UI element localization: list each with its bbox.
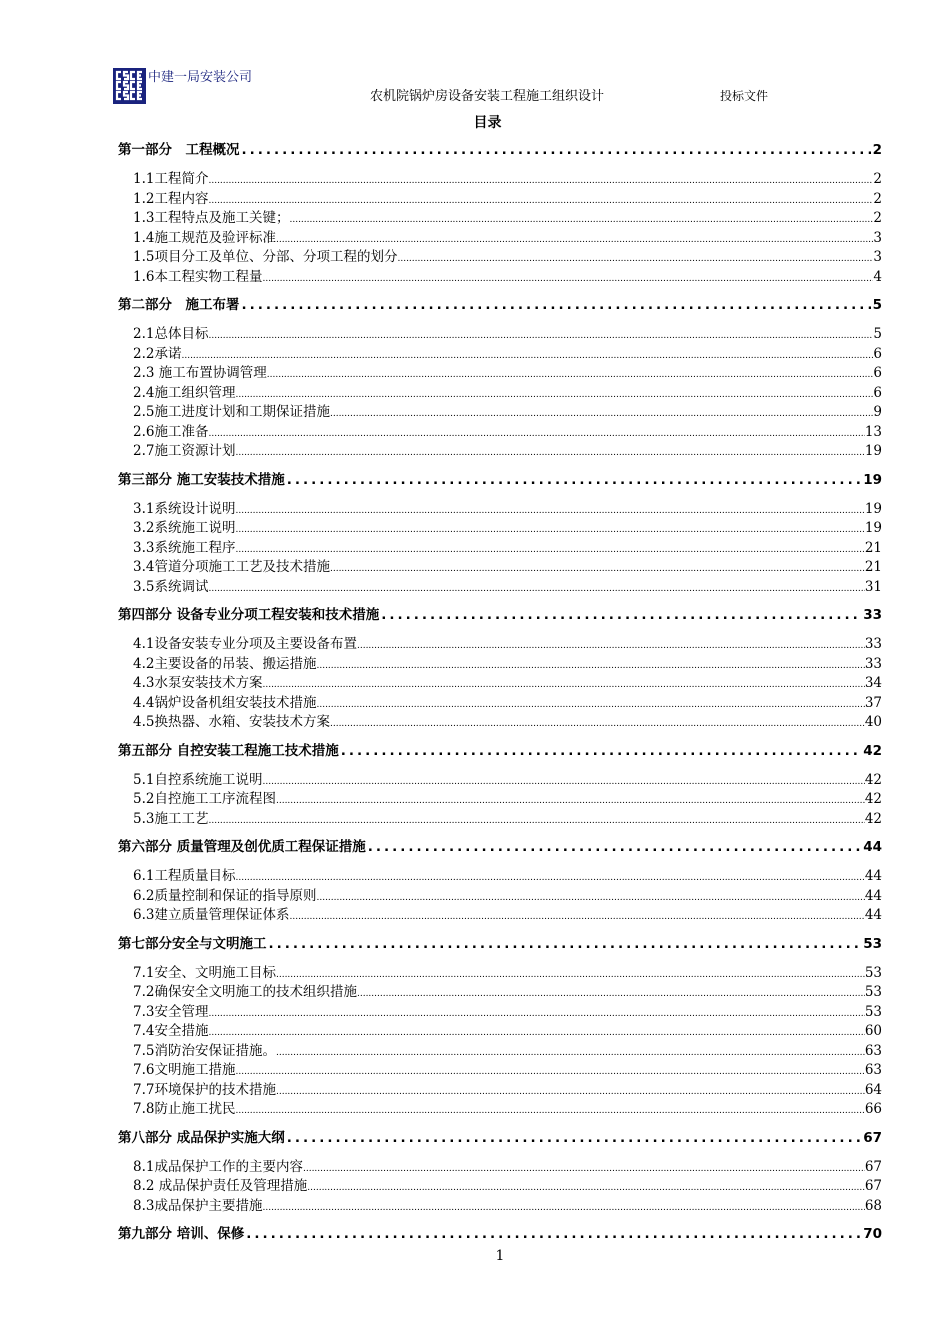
dot-leader xyxy=(316,696,864,716)
dot-leader xyxy=(235,1102,864,1122)
toc-section-page: 42 xyxy=(864,771,882,788)
toc-part-page: 2 xyxy=(872,142,882,158)
toc-section-title: 5.3施工工艺 xyxy=(133,810,209,827)
dot-leader xyxy=(287,470,862,490)
toc-part-page: 70 xyxy=(863,1226,882,1242)
table-of-contents xyxy=(118,140,882,1254)
toc-section-list xyxy=(118,964,882,1120)
dot-leader xyxy=(357,637,865,657)
toc-section-title: 8.3成品保护主要措施 xyxy=(133,1197,263,1214)
toc-section-entry[interactable] xyxy=(118,674,882,694)
toc-section-page: 31 xyxy=(864,578,882,595)
toc-section-page: 9 xyxy=(873,404,882,420)
toc-section-entry[interactable] xyxy=(118,983,882,1003)
toc-section-title: 1.3工程特点及施工关键； xyxy=(133,210,290,226)
toc-section-list xyxy=(118,500,882,598)
dot-leader xyxy=(289,908,864,928)
toc-section-title: 2.2承诺 xyxy=(133,345,182,362)
toc-section-page: 34 xyxy=(864,675,882,691)
toc-section-title: 1.2工程内容 xyxy=(133,190,209,207)
toc-section-entry[interactable] xyxy=(118,1003,882,1023)
dot-leader xyxy=(262,270,873,290)
cscec-logo-icon xyxy=(114,69,145,103)
toc-part-entry[interactable] xyxy=(118,741,882,761)
toc-section-entry[interactable] xyxy=(118,1042,882,1062)
dot-leader xyxy=(208,580,864,600)
toc-section-title: 7.7环境保护的技术措施 xyxy=(133,1081,276,1098)
dot-leader xyxy=(330,715,865,735)
toc-section-page: 42 xyxy=(864,791,882,807)
dot-leader xyxy=(316,889,864,909)
toc-section-title: 2.6施工准备 xyxy=(133,423,209,440)
toc-part-title: 第二部分 施工布署 xyxy=(118,297,240,313)
toc-section-entry[interactable] xyxy=(118,867,882,887)
dot-leader xyxy=(330,405,873,425)
toc-section-page: 2 xyxy=(873,210,882,226)
dot-leader xyxy=(287,1128,862,1148)
toc-section-list xyxy=(118,635,882,733)
toc-section-entry[interactable] xyxy=(118,442,882,462)
toc-part-title: 第八部分 成品保护实施大纲 xyxy=(118,1129,285,1146)
toc-section-title: 6.2质量控制和保证的指导原则 xyxy=(133,887,317,904)
dot-leader xyxy=(235,386,873,406)
toc-section-title: 6.1工程质量目标 xyxy=(133,868,236,884)
toc-section-entry[interactable] xyxy=(118,887,882,907)
toc-section-entry[interactable] xyxy=(118,906,882,926)
toc-section-entry[interactable] xyxy=(118,558,882,578)
toc-section-list xyxy=(118,170,882,287)
toc-section-page: 44 xyxy=(864,887,882,904)
dot-leader xyxy=(208,425,864,445)
toc-section-entry[interactable] xyxy=(118,790,882,810)
toc-section-entry[interactable] xyxy=(118,578,882,598)
toc-section-page: 5 xyxy=(873,326,882,342)
toc-section-entry[interactable] xyxy=(118,1061,882,1081)
toc-section-title: 1.1工程简介 xyxy=(133,171,209,187)
toc-section-page: 33 xyxy=(864,655,882,672)
toc-section-entry[interactable] xyxy=(118,655,882,675)
toc-section-title: 5.1自控系统施工说明 xyxy=(133,771,263,788)
toc-section-page: 64 xyxy=(864,1081,882,1098)
dot-leader xyxy=(276,1044,865,1064)
dot-leader xyxy=(316,657,864,677)
toc-section-list xyxy=(118,1158,882,1217)
toc-part-page: 33 xyxy=(863,607,882,623)
toc-section-page: 2 xyxy=(873,190,882,207)
toc-section-page: 6 xyxy=(873,384,882,401)
dot-leader xyxy=(303,1160,865,1180)
toc-section-page: 3 xyxy=(873,249,882,265)
dot-leader xyxy=(208,1024,864,1044)
toc-section-title: 7.2确保安全文明施工的技术组织措施 xyxy=(133,984,357,1000)
dot-leader xyxy=(269,934,862,954)
toc-section-title: 4.3水泵安装技术方案 xyxy=(133,675,263,691)
dot-leader xyxy=(208,812,864,832)
toc-section-title: 8.2 成品保护责任及管理措施 xyxy=(133,1178,308,1194)
dot-leader xyxy=(262,773,864,793)
toc-section-page: 53 xyxy=(864,964,882,981)
toc-section-title: 2.4施工组织管理 xyxy=(133,384,236,401)
dot-leader xyxy=(208,327,873,347)
toc-section-entry[interactable] xyxy=(118,810,882,830)
toc-section-title: 7.3安全管理 xyxy=(133,1003,209,1020)
toc-section-entry[interactable] xyxy=(118,248,882,268)
dot-leader xyxy=(341,741,862,761)
toc-section-page: 3 xyxy=(873,229,882,246)
toc-section-entry[interactable] xyxy=(118,500,882,520)
dot-leader xyxy=(242,295,871,315)
toc-section-entry[interactable] xyxy=(118,1022,882,1042)
toc-section-page: 19 xyxy=(864,500,882,517)
bid-document-label: 投标文件 xyxy=(720,89,769,103)
toc-section-entry[interactable] xyxy=(118,539,882,559)
toc-part-title: 第九部分 培训、保修 xyxy=(118,1226,245,1242)
toc-section-title: 7.1安全、文明施工目标 xyxy=(133,964,276,981)
toc-section-list xyxy=(118,771,882,830)
toc-section-page: 21 xyxy=(864,559,882,575)
toc-section-page: 60 xyxy=(864,1023,882,1039)
toc-section-title: 8.1成品保护工作的主要内容 xyxy=(133,1158,303,1175)
toc-section-entry[interactable] xyxy=(118,229,882,249)
toc-section-entry[interactable] xyxy=(118,1177,882,1197)
dot-leader xyxy=(208,1005,864,1025)
toc-section-entry[interactable] xyxy=(118,1081,882,1101)
dot-leader xyxy=(276,1083,865,1103)
toc-part-page: 42 xyxy=(863,742,882,759)
toc-section-page: 67 xyxy=(864,1178,882,1194)
dot-leader xyxy=(246,1224,861,1244)
toc-part-title: 第三部分 施工安装技术措施 xyxy=(118,471,285,488)
dot-leader xyxy=(208,172,873,192)
toc-heading: 目录 xyxy=(473,115,502,131)
toc-section-page: 44 xyxy=(864,907,882,923)
toc-section-title: 4.1设备安装专业分项及主要设备布置 xyxy=(133,636,357,652)
toc-part-page: 19 xyxy=(863,471,882,488)
company-name: 中建一局安装公司 xyxy=(148,70,253,85)
toc-section-entry[interactable] xyxy=(118,1100,882,1120)
toc-section-title: 7.4安全措施 xyxy=(133,1023,209,1039)
dot-leader xyxy=(181,347,873,367)
toc-section-page: 13 xyxy=(864,423,882,440)
dot-leader xyxy=(235,502,864,522)
dot-leader xyxy=(276,966,865,986)
toc-section-entry[interactable] xyxy=(118,345,882,365)
dot-leader xyxy=(267,366,874,386)
toc-section-page: 19 xyxy=(864,443,882,459)
toc-section-title: 1.5项目分工及单位、分部、分项工程的划分 xyxy=(133,249,398,265)
toc-section-entry[interactable] xyxy=(118,423,882,443)
toc-part-page: 67 xyxy=(863,1129,882,1146)
toc-part-title: 第一部分 工程概况 xyxy=(118,142,240,158)
toc-part-entry[interactable] xyxy=(118,140,882,160)
toc-section-page: 42 xyxy=(864,810,882,827)
toc-section-entry[interactable] xyxy=(118,519,882,539)
toc-section-page: 68 xyxy=(864,1197,882,1214)
toc-part-entry[interactable] xyxy=(118,1224,882,1244)
toc-section-page: 67 xyxy=(864,1158,882,1175)
toc-part-title: 第五部分 自控安装工程施工技术措施 xyxy=(118,742,339,759)
toc-section-list xyxy=(118,867,882,926)
toc-part-entry[interactable] xyxy=(118,470,882,490)
toc-section-title: 5.2自控施工工序流程图 xyxy=(133,791,276,807)
toc-part-entry[interactable] xyxy=(118,605,882,625)
dot-leader xyxy=(276,792,865,812)
dot-leader xyxy=(208,192,873,212)
dot-leader xyxy=(289,211,873,231)
toc-section-title: 3.5系统调试 xyxy=(133,578,209,595)
toc-section-page: 63 xyxy=(864,1042,882,1059)
toc-section-title: 2.1总体目标 xyxy=(133,326,209,342)
toc-section-page: 63 xyxy=(864,1062,882,1078)
toc-section-title: 3.2系统施工说明 xyxy=(133,520,236,536)
company-logo xyxy=(113,68,146,104)
toc-section-page: 6 xyxy=(873,365,882,381)
toc-section-list xyxy=(118,325,882,462)
toc-part-page: 5 xyxy=(872,297,882,313)
toc-section-entry[interactable] xyxy=(118,964,882,984)
toc-section-page: 44 xyxy=(864,868,882,884)
toc-section-title: 4.2主要设备的吊装、搬运措施 xyxy=(133,655,317,672)
page-number: 1 xyxy=(495,1248,505,1264)
toc-section-entry[interactable] xyxy=(118,384,882,404)
dot-leader xyxy=(235,444,864,464)
dot-leader xyxy=(235,521,864,541)
toc-section-entry[interactable] xyxy=(118,268,882,288)
toc-section-title: 3.1系统设计说明 xyxy=(133,500,236,517)
dot-leader xyxy=(307,1179,865,1199)
toc-section-entry[interactable] xyxy=(118,325,882,345)
toc-section-title: 3.4管道分项施工工艺及技术措施 xyxy=(133,559,330,575)
toc-section-page: 6 xyxy=(873,345,882,362)
toc-section-entry[interactable] xyxy=(118,190,882,210)
toc-section-title: 6.3建立质量管理保证体系 xyxy=(133,907,290,923)
toc-section-page: 40 xyxy=(864,714,882,730)
toc-section-title: 7.8防止施工扰民 xyxy=(133,1101,236,1117)
toc-part-entry[interactable] xyxy=(118,1128,882,1148)
toc-part-entry[interactable] xyxy=(118,295,882,315)
dot-leader xyxy=(235,869,864,889)
toc-section-entry[interactable] xyxy=(118,364,882,384)
dot-leader xyxy=(381,605,861,625)
toc-section-title: 1.4施工规范及验评标准 xyxy=(133,229,276,246)
toc-section-page: 4 xyxy=(873,268,882,285)
dot-leader xyxy=(330,560,865,580)
toc-part-title: 第六部分 质量管理及创优质工程保证措施 xyxy=(118,839,366,855)
toc-section-entry[interactable] xyxy=(118,771,882,791)
toc-section-title: 2.3 施工布置协调管理 xyxy=(133,365,267,381)
toc-section-entry[interactable] xyxy=(118,1197,882,1217)
toc-section-page: 66 xyxy=(864,1101,882,1117)
dot-leader xyxy=(242,140,871,160)
toc-section-page: 53 xyxy=(864,1003,882,1020)
dot-leader xyxy=(397,250,873,270)
toc-section-page: 53 xyxy=(864,984,882,1000)
toc-part-page: 44 xyxy=(863,839,882,855)
toc-section-page: 37 xyxy=(864,694,882,711)
toc-section-title: 2.7施工资源计划 xyxy=(133,443,236,459)
toc-section-entry[interactable] xyxy=(118,209,882,229)
toc-section-title: 7.5消防治安保证措施。 xyxy=(133,1042,276,1059)
toc-section-entry[interactable] xyxy=(118,1158,882,1178)
toc-section-title: 4.4锅炉设备机组安装技术措施 xyxy=(133,694,317,711)
toc-part-entry[interactable] xyxy=(118,837,882,857)
document-title: 农机院锅炉房设备安装工程施工组织设计 xyxy=(370,89,605,104)
toc-part-title: 第七部分安全与文明施工 xyxy=(118,935,267,952)
toc-part-page: 53 xyxy=(863,935,882,952)
dot-leader xyxy=(357,985,865,1005)
toc-section-entry[interactable] xyxy=(118,694,882,714)
dot-leader xyxy=(262,676,864,696)
dot-leader xyxy=(262,1199,864,1219)
toc-section-entry[interactable] xyxy=(118,635,882,655)
toc-section-title: 4.5换热器、水箱、安装技术方案 xyxy=(133,714,330,730)
toc-section-page: 19 xyxy=(864,520,882,536)
toc-section-page: 21 xyxy=(864,539,882,556)
toc-section-entry[interactable] xyxy=(118,403,882,423)
dot-leader xyxy=(368,837,862,857)
toc-section-title: 7.6文明施工措施 xyxy=(133,1062,236,1078)
toc-part-title: 第四部分 设备专业分项工程安装和技术措施 xyxy=(118,607,380,623)
dot-leader xyxy=(235,1063,864,1083)
toc-section-entry[interactable] xyxy=(118,713,882,733)
toc-section-entry[interactable] xyxy=(118,170,882,190)
toc-section-title: 1.6本工程实物工程量 xyxy=(133,268,263,285)
toc-section-page: 33 xyxy=(864,636,882,652)
toc-section-page: 2 xyxy=(873,171,882,187)
toc-section-title: 2.5施工进度计划和工期保证措施 xyxy=(133,404,330,420)
toc-part-entry[interactable] xyxy=(118,934,882,954)
toc-section-title: 3.3系统施工程序 xyxy=(133,539,236,556)
